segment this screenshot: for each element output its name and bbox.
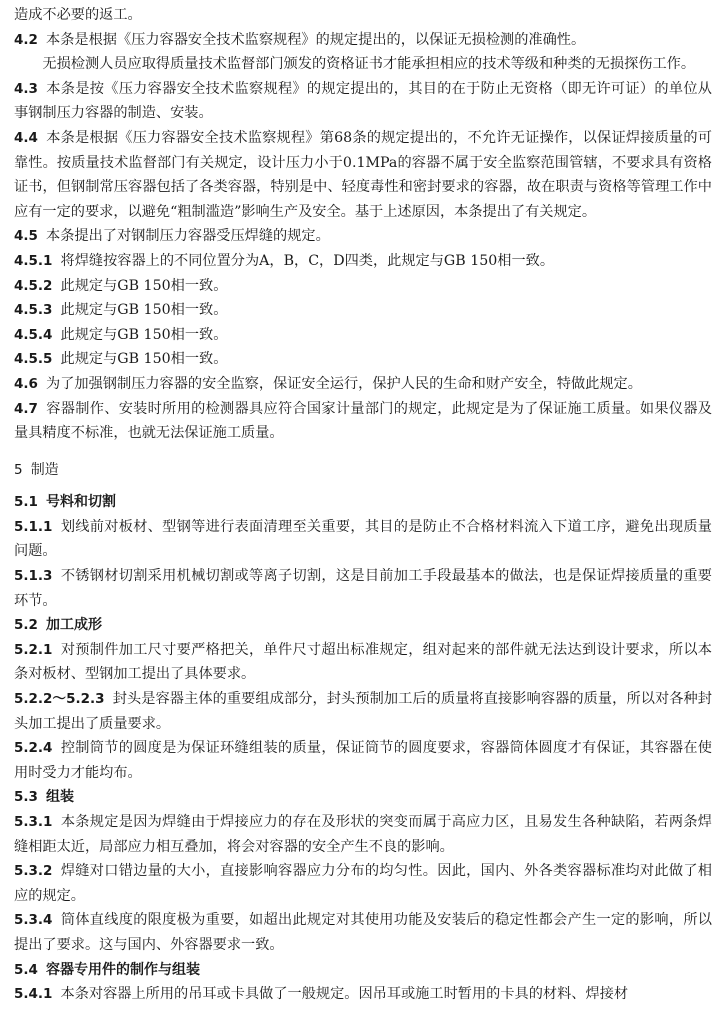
- clause-number: 4.5.4: [14, 326, 53, 343]
- clause-5-3-1: [14, 810, 712, 859]
- clause-number: 5.4.1: [14, 986, 53, 1003]
- clause-number: 4.6: [14, 375, 38, 392]
- clause-number: 4.5.2: [14, 277, 53, 294]
- clause-5-4-1: [14, 982, 712, 1007]
- clause-text: 容器制作、安装时所用的检测器具应符合国家计量部门的规定，此规定是为了保证施工质量。如果仪器及量具精度不标准，也就无法保证施工质量。: [14, 400, 712, 442]
- clause-5-1-3: [14, 564, 712, 613]
- clause-5-1-1: [14, 515, 712, 564]
- clause-text: 本条提出了对钢制压力容器受压焊缝的规定。: [46, 228, 330, 245]
- subsection-title: 号料和切割: [46, 494, 117, 511]
- paragraph-indent: 无损检测人员应取得质量技术监督部门颁发的资格证书才能承担相应的技术等级和种类的无损探伤工作。: [42, 56, 696, 73]
- subsection-number: 5.4: [14, 961, 38, 978]
- clause-text: 此规定与GB 150相一致。: [60, 326, 228, 343]
- clause-5-3-2: [14, 859, 712, 908]
- section-title: 制造: [30, 461, 59, 478]
- clause-4-7: [14, 397, 712, 446]
- clause-number: 5.1.1: [14, 518, 53, 535]
- clause-text: 对预制件加工尺寸要严格把关，单件尺寸超出标准规定，组对起来的部件就无法达到设计要求，所以本条对板材、型钢加工提出了具体要求。: [14, 641, 712, 683]
- clause-number: 5.2.4: [14, 740, 53, 757]
- paragraph-continuation: 造成不必要的返工。: [14, 7, 142, 23]
- clause-number: 4.2: [14, 31, 38, 48]
- clause-4-5-3: [14, 298, 712, 323]
- clause-number: 5.3.4: [14, 912, 53, 929]
- clause-5-2-4: [14, 736, 712, 785]
- subsection-number: 5.3: [14, 789, 38, 806]
- clause-5-3-4: [14, 908, 712, 957]
- clause-5-2-2-to-5-2-3: [14, 687, 712, 736]
- clause-text: 封头是容器主体的重要组成部分，封头预制加工后的质量将直接影响容器的质量，所以对各种封头加工提出了质量要求。: [14, 691, 712, 732]
- clause-number: 4.7: [14, 400, 38, 417]
- clause-text: 本条对容器上所用的吊耳或卡具做了一般规定。因吊耳或施工时暂用的卡具的材料、焊接材: [60, 986, 629, 1003]
- clause-text: 此规定与GB 150相一致。: [60, 277, 228, 294]
- clause-text: 控制筒节的圆度是为保证环缝组装的质量，保证筒节的圆度要求，容器筒体圆度才有保证，其容器在使用时受力才能均布。: [14, 740, 712, 781]
- clause-number: 4.5.3: [14, 302, 53, 319]
- clause-text: 本条是根据《压力容器安全技术监察规程》的规定提出的，以保证无损检测的准确性。: [46, 31, 586, 48]
- subsection-number: 5.2: [14, 617, 38, 634]
- clause-4-5-5: [14, 347, 712, 372]
- clause-number: 4.4: [14, 129, 38, 146]
- clause-4-5: [14, 224, 712, 249]
- clause-text: 本条是根据《压力容器安全技术监察规程》第68条的规定提出的，不允许无证操作，以保证焊接质量的可靠性。按质量技术监督部门有关规定，设计压力小于0.1MPa的容器不属于安全监察范围管辖，不要求具有资格证书，但钢制常压容器包括了各类容器，特别是中、轻度毒性和密封要求的容器，故在职责与资格等管理工作中应有一定的要求，以避免“粗制滥造”影响生产及安全。基于上述原因，本条提出了有关规定。: [14, 129, 712, 220]
- clause-4-5-4: [14, 323, 712, 348]
- clause-4-5-2: [14, 274, 712, 299]
- clause-text: 本条是按《压力容器安全技术监察规程》的规定提出的，其目的在于防止无资格（即无许可证）的单位从事钢制压力容器的制造、安装。: [14, 80, 712, 122]
- subsection-title: 组装: [46, 789, 75, 806]
- clause-number: 5.1.3: [14, 568, 53, 585]
- clause-text: 不锈钢材切割采用机械切割或等离子切割，这是目前加工手段最基本的做法，也是保证焊接质量的重要环节。: [14, 568, 712, 609]
- clause-number: 4.5: [14, 228, 38, 245]
- section-heading-5: [14, 458, 712, 483]
- clause-number: 5.2.1: [14, 641, 53, 658]
- clause-4-4: [14, 126, 712, 224]
- clause-text: 将焊缝按容器上的不同位置分为A，B，C，D四类，此规定与GB 150相一致。: [60, 252, 555, 269]
- clause-text: 此规定与GB 150相一致。: [60, 351, 228, 368]
- clause-4-6: [14, 372, 712, 397]
- subsection-heading-5-4: [14, 958, 712, 983]
- clause-text: 本条规定是因为焊缝由于焊接应力的存在及形状的突变而属于高应力区，且易发生各种缺陷，若两条焊缝相距太近，局部应力相互叠加，将会对容器的安全产生不良的影响。: [14, 814, 712, 855]
- clause-text: 划线前对板材、型钢等进行表面清理至关重要，其目的是防止不合格材料流入下道工序，避免出现质量问题。: [14, 518, 712, 560]
- clause-number: 4.5.1: [14, 252, 53, 269]
- clause-number: 4.5.5: [14, 351, 53, 368]
- clause-number: 5.3.2: [14, 863, 53, 880]
- clause-text: 筒体直线度的限度极为重要，如超出此规定对其使用功能及安装后的稳定性都会产生一定的影响，所以提出了要求。这与国内、外容器要求一致。: [14, 912, 712, 953]
- clause-4-2: [14, 28, 712, 53]
- clause-number: 5.3.1: [14, 814, 53, 830]
- subsection-title: 加工成形: [46, 617, 103, 634]
- subsection-heading-5-1: [14, 490, 712, 515]
- clause-5-2-1: [14, 638, 712, 687]
- subsection-title: 容器专用件的制作与组装: [46, 961, 201, 978]
- clause-4-5-1: [14, 249, 712, 274]
- clause-number: 5.2.2～5.2.3: [14, 691, 105, 708]
- subsection-heading-5-3: [14, 785, 712, 810]
- clause-text: 焊缝对口错边量的大小，直接影响容器应力分布的均匀性。因此，国内、外各类容器标准均对此做了相应的规定。: [14, 863, 712, 904]
- subsection-heading-5-2: [14, 613, 712, 638]
- subsection-number: 5.1: [14, 494, 38, 511]
- clause-text: 为了加强钢制压力容器的安全监察，保证安全运行，保护人民的生命和财产安全，特做此规定。: [46, 375, 642, 392]
- clause-text: 此规定与GB 150相一致。: [60, 302, 228, 319]
- clause-number: 4.3: [14, 80, 38, 97]
- clause-4-3: [14, 77, 712, 126]
- section-number: 5: [14, 461, 23, 478]
